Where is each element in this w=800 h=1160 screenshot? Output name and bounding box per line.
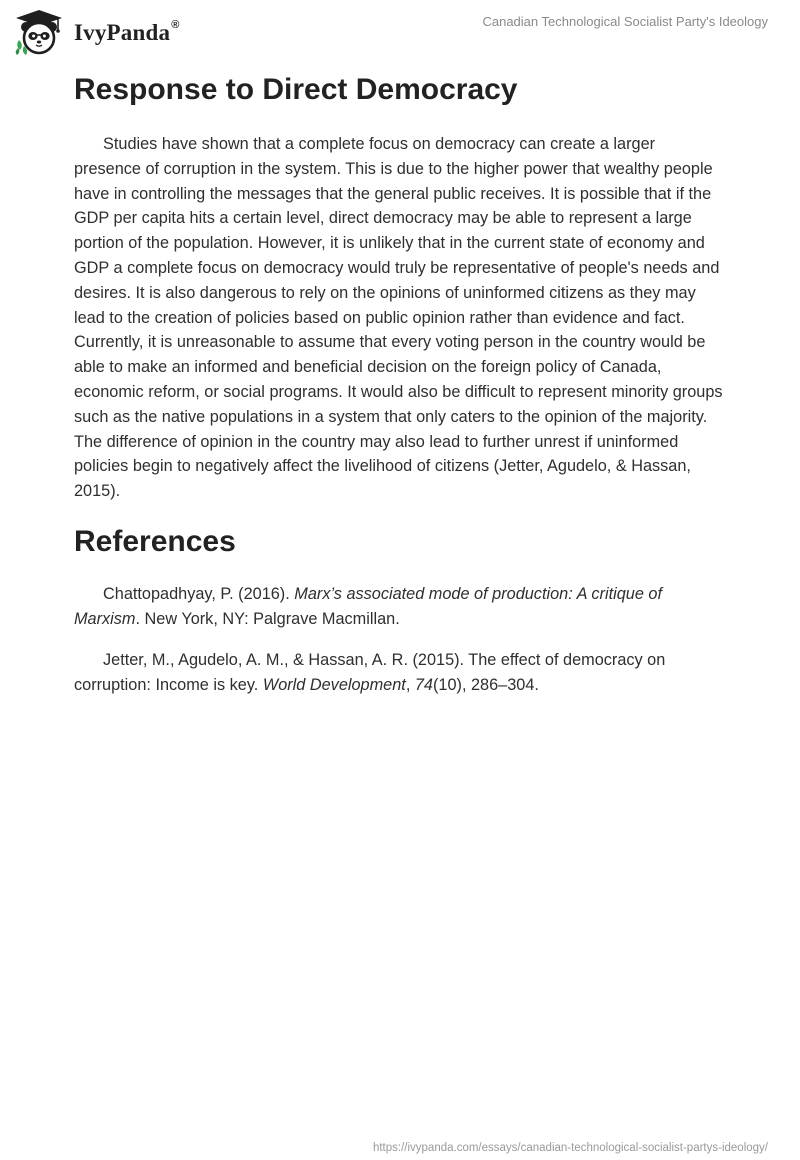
brand-label: IvyPanda [74, 20, 171, 45]
reference-authors: Jetter, M., Agudelo, A. M., & Hassan, A. R. (2015). The effect of democracy on corruption: Income is key. [74, 650, 666, 694]
reference-separator: , [405, 675, 415, 694]
reference-entry [74, 648, 724, 698]
essay-content [74, 70, 724, 698]
page-header [0, 0, 800, 64]
reference-publisher: . New York, NY: Palgrave Macmillan. [135, 609, 400, 628]
section-heading-direct-democracy: Response to Direct Democracy [74, 73, 518, 106]
reference-journal: World Development [262, 675, 406, 694]
reference-title: Marx’s associated mode of production: A critique of Marxism [74, 584, 662, 628]
reference-authors: Chattopadhyay, P. (2016). [103, 584, 295, 603]
section-heading-references: References [74, 524, 236, 558]
panda-graduate-icon [14, 8, 64, 56]
reference-volume: 74 [414, 675, 433, 694]
ivypanda-logo[interactable] [14, 8, 180, 56]
reference-entry [74, 582, 724, 632]
document-title: Canadian Technological Socialist Party's Ideology [482, 14, 768, 29]
brand-name [74, 20, 180, 46]
reference-pages: (10), 286–304. [433, 675, 539, 694]
source-url-link[interactable]: https://ivypanda.com/essays/canadian-technological-socialist-partys-ideology/ [372, 1142, 768, 1154]
registered-mark: ® [171, 19, 180, 32]
body-paragraph: Studies have shown that a complete focus on democracy can create a larger presence of corruption in the system. This is due to the higher power that wealthy people have in controlling the messages that the general public receives. It is possible that if the GDP per capita hits a certain level, direct democracy may be able to represent a large portion of the population. However, it is unlikely that in the current state of economy and GDP a complete focus on democracy would truly be representative of people's needs and desires. It is also dangerous to rely on the opinions of uninformed citizens as they may lead to the creation of policies based on public opinion rather than evidence and fact. Currently, it is unreasonable to assume that every voting person in the country would be able to make an informed and beneficial decision on the foreign policy of Canada, economic reform, or social programs. It would also be difficult to represent minority groups such as the native populations in a system that only caters to the opinion of the majority. The difference of opinion in the country may also lead to further unrest if uninformed policies begin to negatively affect the livelihood of citizens (Jetter, Agudelo, & Hassan, 2015). [74, 135, 723, 501]
